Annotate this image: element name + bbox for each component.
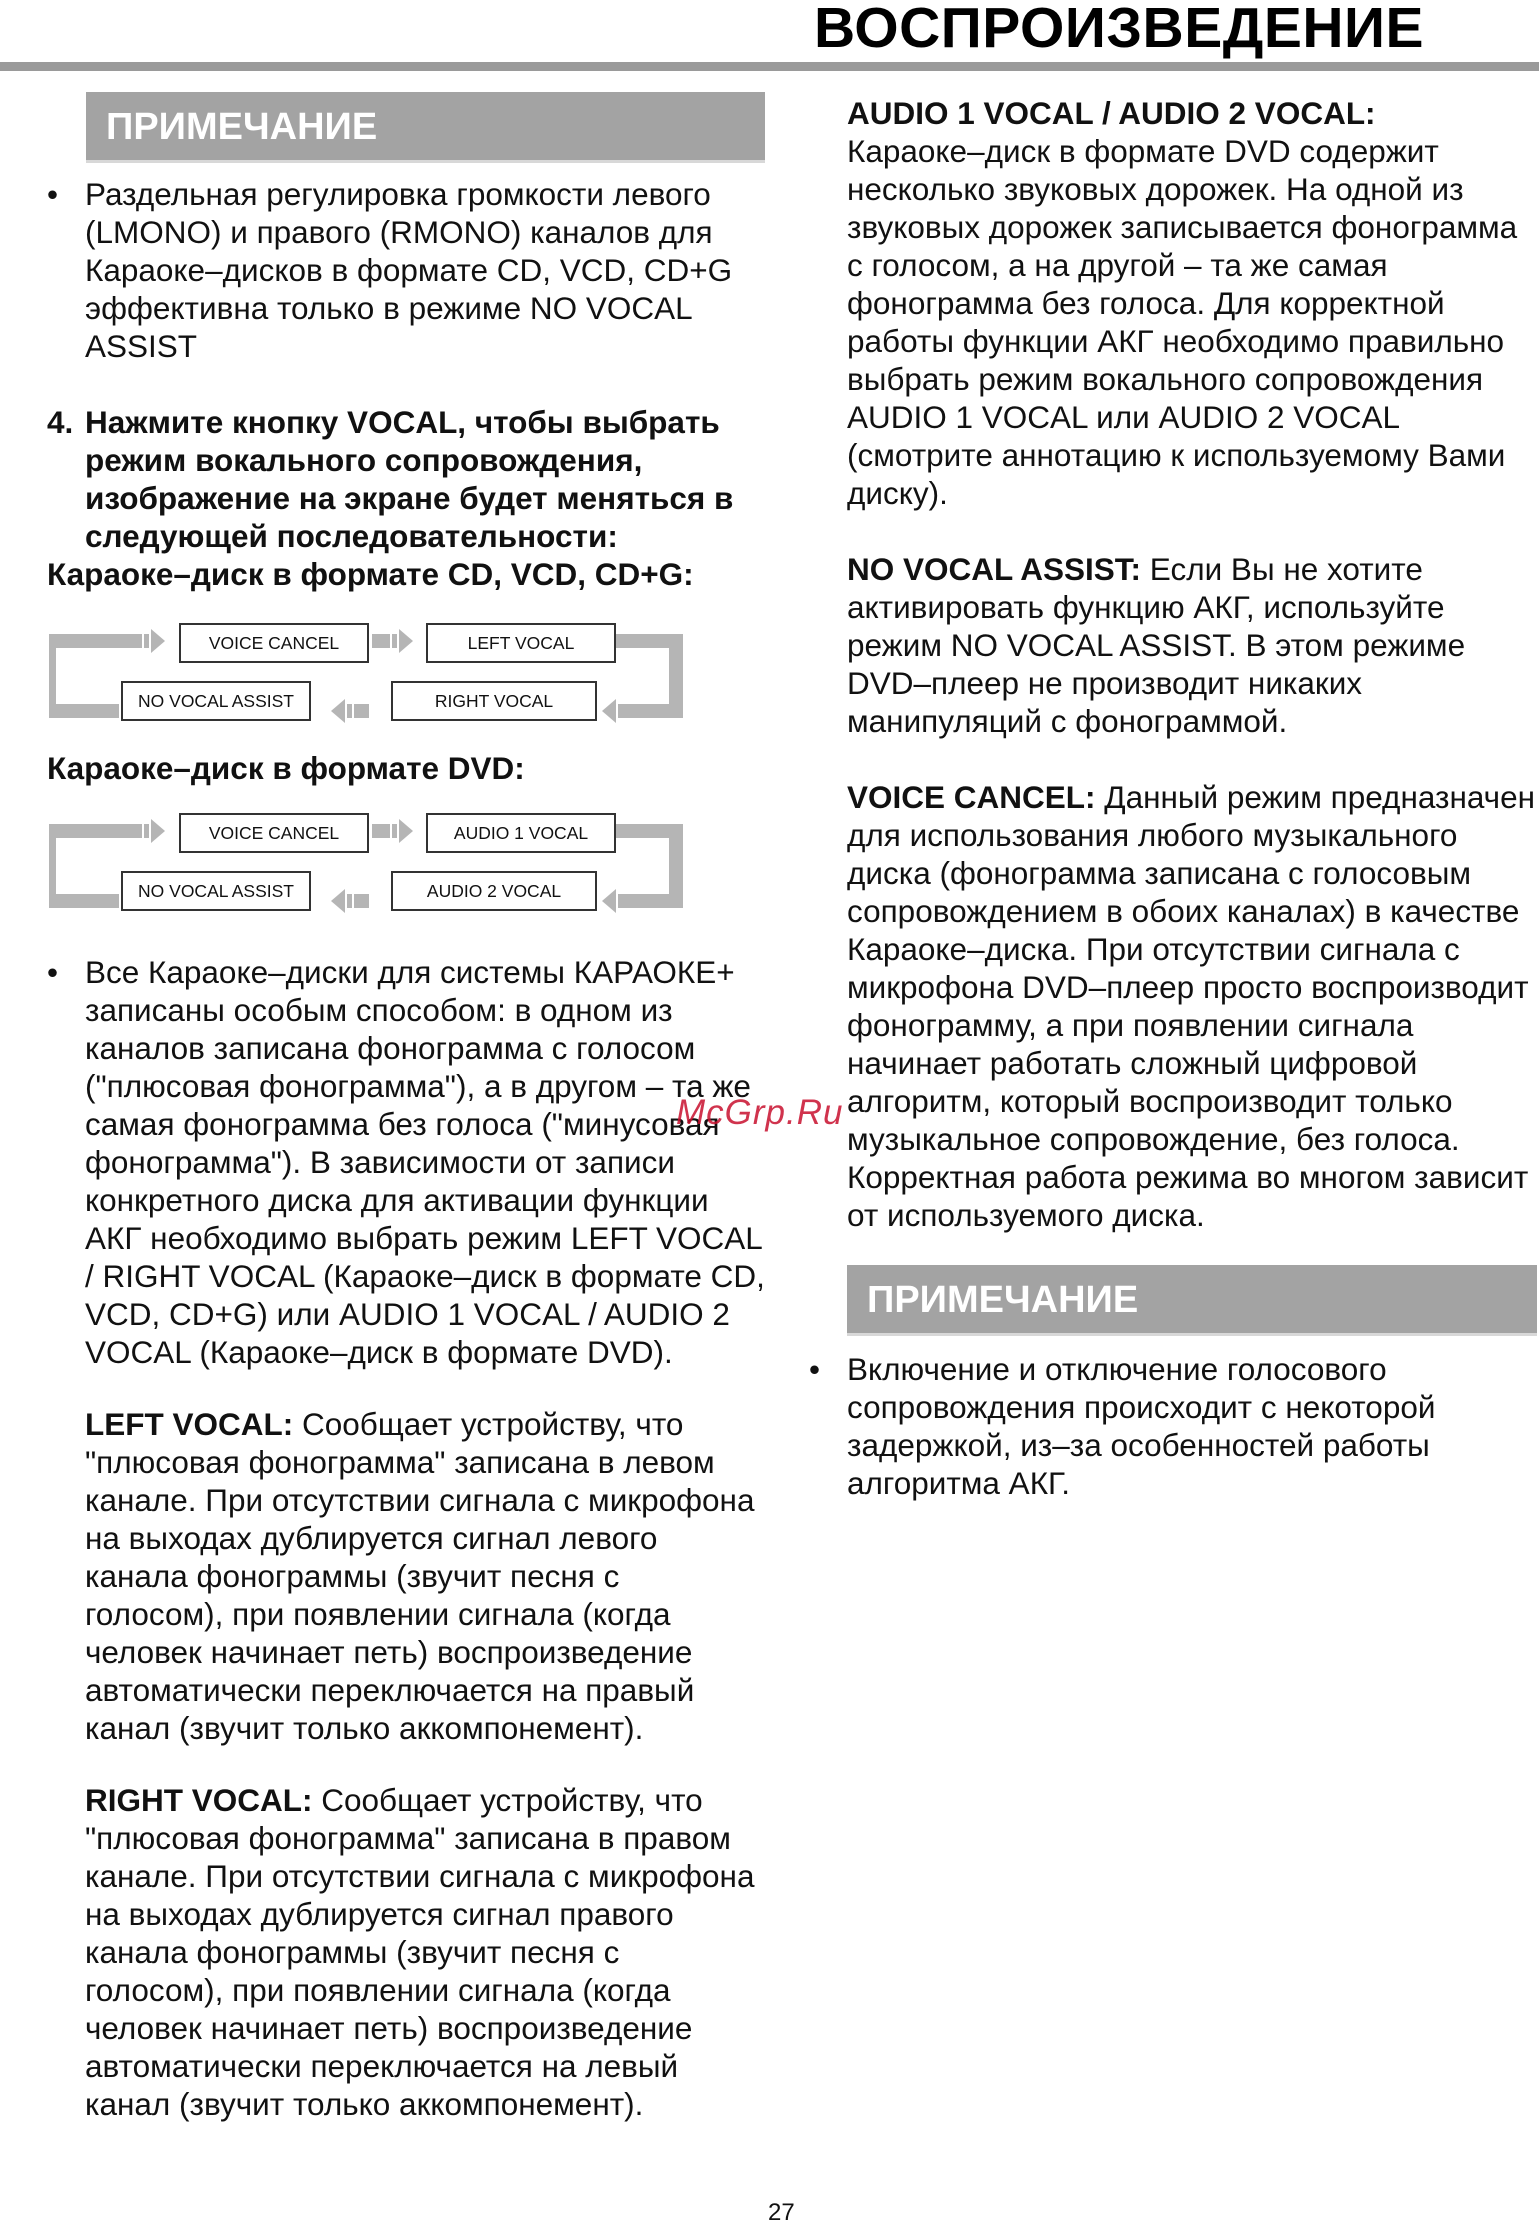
right-vocal-text: Сообщает устройству, что "плюсовая фонограмма" записана в правом канале. При отсутствии сигнала с микрофона на выходах дублируется сигнал правого канала фонограммы (звучит песня с голосом), при появлении сигнала (когда человек начинает петь) воспроизведение автоматически переключается на левый канал (звучит только аккомпонемент). [85, 1782, 755, 2122]
flow-audio1-vocal: AUDIO 1 VOCAL [426, 813, 616, 853]
arrow-left-icon [331, 699, 369, 723]
left-column [47, 92, 765, 2123]
note-heading: ПРИМЕЧАНИЕ [86, 92, 765, 163]
arrow-left-icon [602, 889, 623, 913]
page-title: ВОСПРОИЗВЕДЕНИЕ [814, 0, 1424, 60]
flow-audio2-vocal: AUDIO 2 VOCAL [391, 871, 597, 911]
voice-cancel-paragraph [847, 778, 1537, 1234]
flow-left-vocal: LEFT VOCAL [426, 623, 616, 663]
right-vocal-term: RIGHT VOCAL: [85, 1782, 313, 1818]
dvd-right-bracket [609, 831, 676, 901]
note-heading-2: ПРИМЕЧАНИЕ [847, 1265, 1537, 1336]
arrow-left-icon [331, 889, 369, 913]
dvd-left-bracket [49, 831, 132, 901]
title-rule [0, 62, 1539, 71]
note-bullet-item-2 [809, 1350, 1537, 1502]
left-vocal-paragraph [47, 1405, 765, 1747]
note-text-2: Включение и отключение голосового сопровождения происходит с некоторой задержкой, из–за особенностей работы алгоритма АКГ. [847, 1351, 1436, 1501]
arrow-right-icon [372, 819, 413, 843]
cd-right-bracket [609, 641, 676, 711]
dvd-flow-diagram [49, 813, 689, 921]
no-vocal-assist-text: Если Вы не хотите активировать функцию АКГ, используйте режим NO VOCAL ASSIST. В этом режиме DVD–плеер не производит никаких манипуляций с фонограммой. [847, 551, 1466, 739]
page-number: 27 [768, 2199, 795, 2226]
arrow-right-icon [372, 629, 413, 653]
watermark: McGrp.Ru [676, 1093, 844, 1132]
karaoke-bullet-item [47, 953, 765, 1371]
bullet-icon: • [809, 1351, 821, 1387]
karaoke-text: Все Караоке–диски для системы КАРАОКЕ+ записаны особым способом: в одном из каналов записана фонограмма с голосом ("плюсовая фонограмма"), а в другом – та же самая фонограмма без голоса ("минусовая фонограмма"). В зависимости от записи конкретного диска для активации функции АКГ необходимо выбрать режим LEFT VOCAL / RIGHT VOCAL (Караоке–диск в формате CD, VCD, CD+G) или AUDIO 1 VOCAL / AUDIO 2 VOCAL (Караоке–диск в формате DVD). [85, 954, 765, 1370]
arrow-right-icon [132, 819, 165, 843]
flow-no-vocal-assist: NO VOCAL ASSIST [121, 681, 311, 721]
right-vocal-paragraph [47, 1781, 765, 2123]
bullet-icon: • [47, 954, 59, 990]
left-vocal-term: LEFT VOCAL: [85, 1406, 294, 1442]
step-text: Нажмите кнопку VOCAL, чтобы выбрать режим вокального сопровождения, изображение на экране будет меняться в следующей последовательности: [85, 404, 734, 554]
flow-no-vocal-assist: NO VOCAL ASSIST [121, 871, 311, 911]
arrow-right-icon [132, 629, 165, 653]
flow-voice-cancel: VOICE CANCEL [179, 623, 369, 663]
left-vocal-text: Сообщает устройству, что "плюсовая фонограмма" записана в левом канале. При отсутствии сигнала с микрофона на выходах дублируется сигнал левого канала фонограммы (звучит песня с голосом), при появлении сигнала (когда человек начинает петь) воспроизведение автоматически переключается на правый канал (звучит только аккомпонемент). [85, 1406, 755, 1746]
audio-vocal-text: Караоке–диск в формате DVD содержит несколько звуковых дорожек. На одной из звуковых дорожек записывается фонограмма с голосом, а на другой – та же самая фонограмма без голоса. Для корректной работы функции АКГ необходимо правильно выбрать режим вокального сопровождения AUDIO 1 VOCAL или AUDIO 2 VOCAL (смотрите аннотацию к используемому Вами диску). [847, 133, 1518, 511]
voice-cancel-text-2: Корректная работа режима во многом зависит от используемого диска. [847, 1159, 1529, 1233]
cd-left-bracket [49, 641, 132, 711]
step-4 [47, 403, 765, 555]
note-text: Раздельная регулировка громкости левого (LMONO) и правого (RMONO) каналов для Караоке–дисков в формате CD, VCD, CD+G эффективна только в режиме NO VOCAL ASSIST [85, 176, 733, 364]
voice-cancel-term: VOICE CANCEL: [847, 779, 1096, 815]
cd-flow-diagram [49, 623, 689, 731]
audio-vocal-paragraph [847, 94, 1537, 512]
flow-voice-cancel: VOICE CANCEL [179, 813, 369, 853]
no-vocal-assist-term: NO VOCAL ASSIST: [847, 551, 1142, 587]
audio-vocal-term: AUDIO 1 VOCAL / AUDIO 2 VOCAL: [847, 95, 1376, 131]
voice-cancel-text: Данный режим предназначен для использования любого музыкального диска (фонограмма записана с голосовым сопровождением в обоих каналах) в качестве Караоке–диска. При отсутствии сигнала с микрофона DVD–плеер просто воспроизводит фонограмму, а при появлении сигнала начинает работать сложный цифровой алгоритм, который воспроизводит только музыкальное сопровождение, без голоса. [847, 779, 1535, 1157]
note-bullet-item [47, 175, 765, 365]
arrow-left-icon [602, 699, 623, 723]
no-vocal-assist-paragraph [847, 550, 1537, 740]
bullet-icon: • [47, 176, 59, 212]
cd-heading: Караоке–диск в формате CD, VCD, CD+G: [47, 556, 694, 592]
right-column [809, 94, 1537, 1502]
dvd-heading: Караоке–диск в формате DVD: [47, 750, 525, 786]
flow-right-vocal: RIGHT VOCAL [391, 681, 597, 721]
step-number: 4. [47, 404, 74, 440]
